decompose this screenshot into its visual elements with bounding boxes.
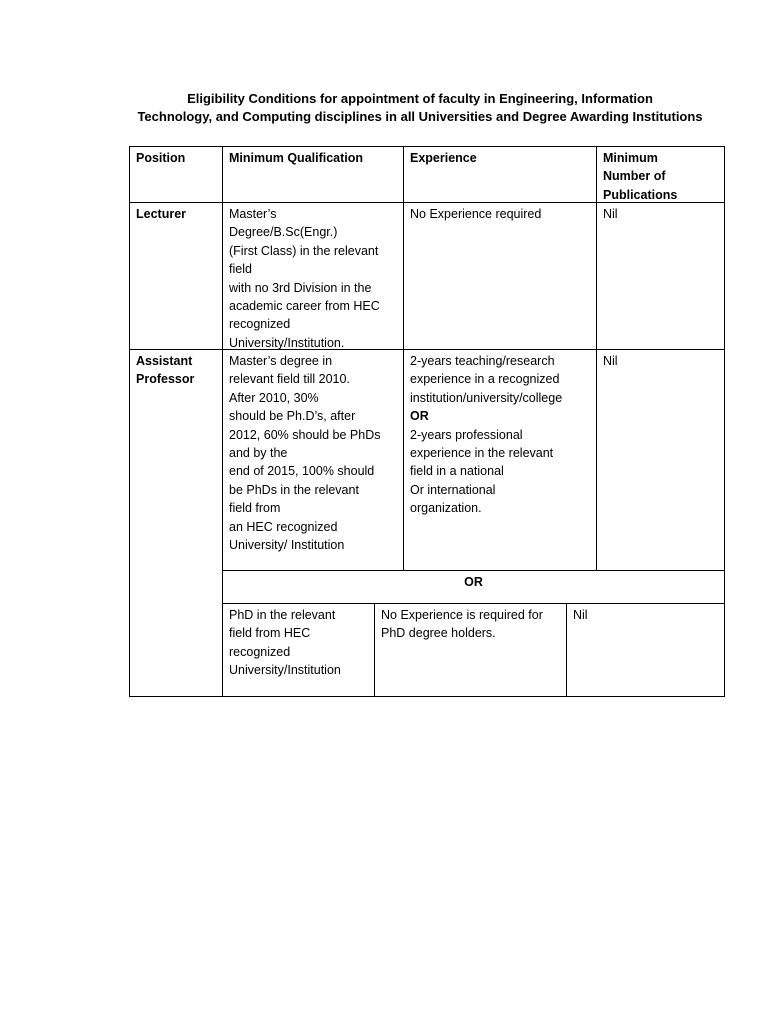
table-border-left <box>129 146 130 697</box>
table-border-right <box>724 146 725 697</box>
experience-or-label: OR <box>410 409 429 424</box>
alt-qualification: PhD in the relevant field from HEC recognized University/Institution <box>229 608 341 678</box>
assistant-professor-position: Assistant Professor <box>136 354 195 387</box>
header-experience: Experience <box>410 151 477 165</box>
lecturer-position: Lecturer <box>136 207 187 221</box>
page-title-line-2: Technology, and Computing disciplines in all Universities and Degree Awarding Institutions <box>137 109 703 124</box>
lecturer-publications: Nil <box>603 207 618 221</box>
header-minimum-qualification: Minimum Qualification <box>229 151 364 165</box>
header-minimum-publications: Minimum Number of Publications <box>603 151 678 202</box>
page-title-line-1: Eligibility Conditions for appointment of faculty in Engineering, Information <box>187 91 653 106</box>
table-border-bottom <box>129 696 725 697</box>
assistant-professor-publications: Nil <box>603 354 618 368</box>
header-position: Position <box>136 151 186 165</box>
eligibility-table <box>129 146 725 697</box>
alt-publications: Nil <box>573 608 588 622</box>
alt-experience: No Experience is required for PhD degree holders. <box>381 608 543 641</box>
lecturer-experience: No Experience required <box>410 207 542 221</box>
page-title <box>120 90 720 126</box>
lecturer-qualification: Master’s Degree/B.Sc(Engr.) (First Class) in the relevant field with no 3rd Division in the academic career from HEC recognized University/Institution. <box>229 207 380 350</box>
assistant-professor-experience: 2-years teaching/research experience in a recognized institution/university/college OR 2-years professional experience in the relevant field in a national Or international organization. <box>404 350 596 520</box>
or-separator: OR <box>464 575 483 589</box>
assistant-professor-qualification: Master’s degree in relevant field till 2010. After 2010, 30% should be Ph.D’s, after 2012, 60% should be PhDs and by the end of 2015, 100% should be PhDs in the relevant field from an HEC recognized University/ Institution <box>229 354 381 553</box>
